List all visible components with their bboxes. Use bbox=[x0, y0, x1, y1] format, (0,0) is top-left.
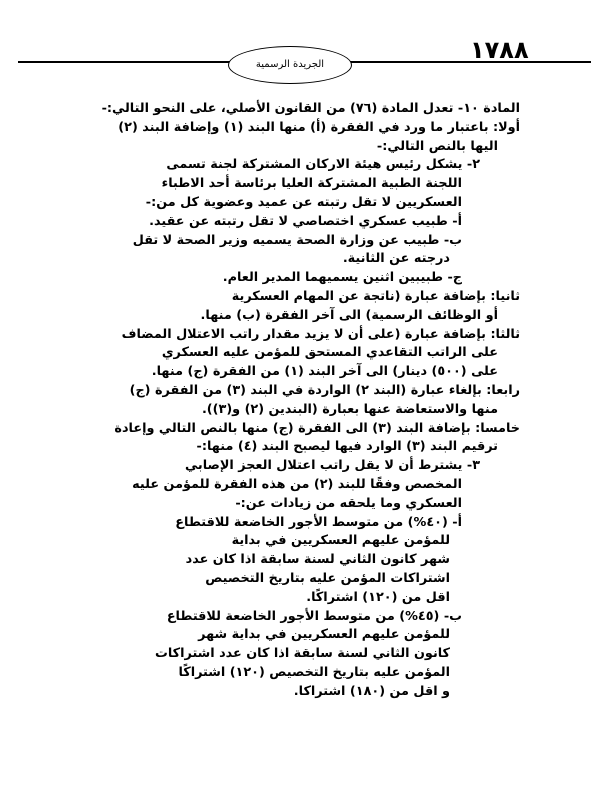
text-line: أ- طبيب عسكري اختصاصي لا تقل رتبته عن عقيد. bbox=[149, 213, 462, 229]
gazette-title-badge: الجريدة الرسمية bbox=[228, 46, 352, 84]
text-line: للمؤمن عليهم العسكريين في بداية bbox=[231, 533, 450, 549]
text-line: العسكريين لا تقل رتبته عن عميد وعضوية كل من:- bbox=[145, 194, 462, 210]
text-line: ب- (٤٥%) من متوسط الأجور الخاضعة للاقتطاع bbox=[166, 608, 462, 624]
text-line: رابعا: بإلغاء عبارة (البند ٢) الواردة في البند (٣) من الفقرة (ج) bbox=[129, 382, 520, 398]
text-line: على الراتب التقاعدي المستحق للمؤمن عليه العسكري bbox=[161, 345, 498, 361]
text-line: ج- طبيبين اثنين يسميهما المدير العام. bbox=[222, 270, 462, 286]
text-line: ب- طبيب عن وزارة الصحة يسميه وزير الصحة لا تقل bbox=[132, 232, 462, 248]
text-line: درجته عن الثانية. bbox=[342, 251, 450, 267]
text-line: ترقيم البند (٣) الوارد فيها ليصبح البند (٤) منها:- bbox=[196, 439, 498, 455]
text-line: اقل من (١٢٠) اشتراكًا. bbox=[306, 589, 450, 605]
text-line: المؤمن عليه بتاريخ التخصيص (١٢٠) اشتراكًا bbox=[178, 664, 450, 680]
text-line: العسكري وما يلحقه من زيادات عن:- bbox=[235, 495, 462, 511]
page-number: ١٧٨٨ bbox=[470, 36, 529, 64]
text-line: أولا: باعتبار ما ورد في الفقرة (أ) منها البند (١) وإضافة البند (٢) bbox=[118, 119, 520, 135]
text-line: ثالثا: بإضافة عبارة (على أن لا يزيد مقدار راتب الاعتلال المضاف bbox=[121, 326, 520, 342]
text-line: ٣- يشترط أن لا يقل راتب اعتلال العجز الإصابي bbox=[184, 458, 480, 474]
text-line: خامسا: بإضافة البند (٣) الى الفقرة (ج) منها بالنص التالي وإعادة bbox=[114, 420, 520, 436]
text-line: أ- (٤٠%) من متوسط الأجور الخاضعة للاقتطاع bbox=[175, 514, 462, 530]
text-line: اللجنة الطبية المشتركة العليا برئاسة أحد الاطباء bbox=[161, 176, 462, 192]
article-heading: المادة ١٠- تعدل المادة (٧٦) من القانون الأصلي، على النحو التالي:- bbox=[101, 101, 520, 116]
text-line: منها والاستعاضة عنها بعبارة (البندين (٢) و(٣)). bbox=[201, 401, 498, 417]
text-line: شهر كانون الثاني لسنة سابقة اذا كان عدد bbox=[185, 552, 450, 568]
text-line: ثانيا: بإضافة عبارة (ناتجة عن المهام العسكرية bbox=[231, 288, 520, 304]
text-line: على (٥٠٠) دينار) الى آخر البند (١) من الفقرة (ج) منها. bbox=[151, 364, 498, 380]
text-line: للمؤمن عليهم العسكريين في بداية شهر bbox=[198, 627, 450, 643]
text-line: اليها بالنص التالي:- bbox=[376, 138, 498, 154]
text-line: كانون الثاني لسنة سابقة اذا كان عدد اشتراكات bbox=[155, 646, 450, 662]
text-line: اشتراكات المؤمن عليه بتاريخ التخصيص bbox=[205, 570, 450, 586]
text-line: المخصص وفقًا للبند (٢) من هذه الفقرة للمؤمن عليه bbox=[132, 476, 462, 492]
text-line: أو الوظائف الرسمية) الى آخر الفقرة (ب) منها. bbox=[200, 307, 498, 323]
text-line: ٢- يشكل رئيس هيئة الاركان المشتركة لجنة تسمى bbox=[166, 157, 480, 173]
document-body bbox=[40, 100, 520, 702]
text-line: و اقل من (١٨٠) اشتراكا. bbox=[293, 683, 450, 699]
